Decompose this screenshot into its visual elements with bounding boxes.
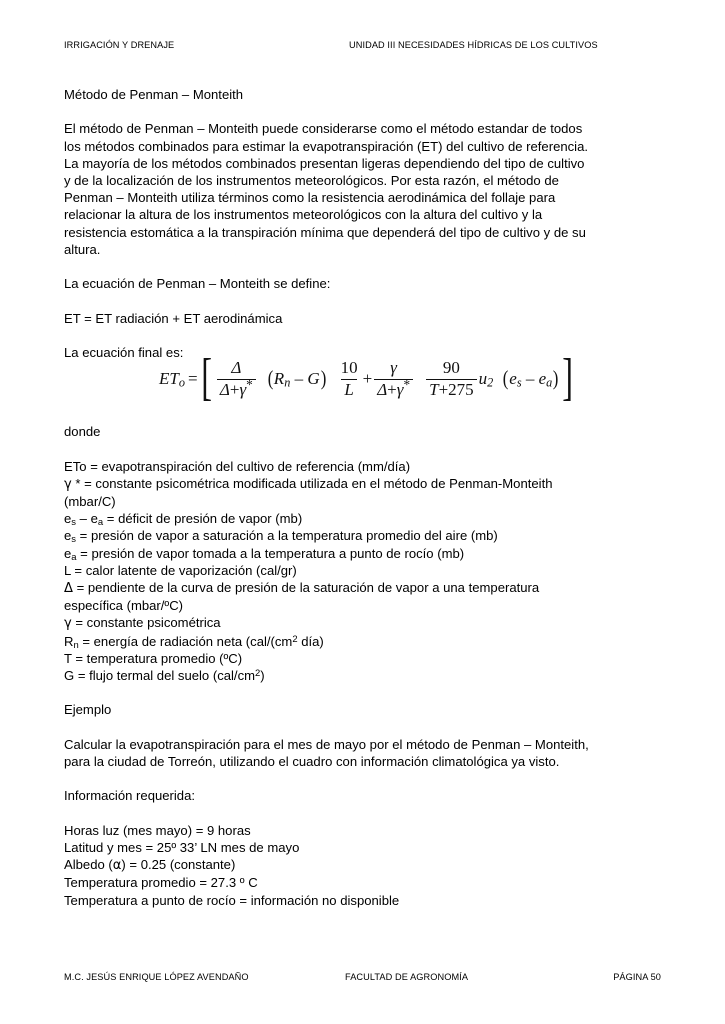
spacer: [64, 805, 661, 822]
gamma-symbol: γ: [64, 616, 72, 632]
equation-intro: La ecuación de Penman – Monteith se define:: [64, 276, 331, 292]
fraction-denominator: Δ+γ*: [217, 379, 256, 399]
spacer: [64, 292, 661, 309]
footer-faculty: FACULTAD DE AGRONOMÍA: [345, 972, 469, 982]
fraction-delta-over-delta-gamma: [217, 359, 256, 399]
example-label: Ejemplo: [64, 702, 112, 718]
required-info-list: [64, 822, 661, 909]
fraction-10-over-L: [338, 359, 361, 399]
fraction-denominator: T+275: [426, 379, 477, 399]
definition-delta-cont: específica (mbar/ºC): [64, 598, 184, 614]
vapor-deficit-term: $(e_s - e_a)$: [502, 366, 559, 391]
donde-label: donde: [64, 424, 101, 440]
intro-paragraph: [64, 120, 661, 258]
required-item-latitud: Latitud y mes = 25º 33’ LN mes de mayo: [64, 839, 300, 855]
wind-term: $u_2$: [478, 369, 494, 391]
footer-author: M.C. JESÚS ENRIQUE LÓPEZ AVENDAÑO: [64, 972, 249, 982]
definition-l: L = calor latente de vaporización (cal/gr): [64, 562, 297, 578]
fraction-denominator: L: [341, 379, 356, 399]
running-header: [64, 40, 661, 54]
spacer: [64, 258, 661, 275]
definition-gamma-star: γ * = constante psicométrica modificada utilizada en el método de Penman-Monteith: [64, 475, 553, 492]
radiation-term: $(R_n - G)$: [267, 366, 326, 391]
required-item-temperatura-rocio: Temperatura a punto de rocío = información no disponible: [64, 892, 400, 908]
definition-eto: ETo = evapotranspiración del cultivo de referencia (mm/día): [64, 458, 411, 474]
intro-line: los métodos combinados para estimar la evapotranspiración (ET) del cultivo de referencia.: [64, 138, 589, 154]
fraction-denominator: Δ+γ*: [374, 379, 413, 399]
document-body: [64, 86, 661, 909]
fraction-numerator: 90: [442, 358, 460, 378]
spacer: [64, 684, 661, 701]
intro-line: La mayoría de los métodos combinados presentan ligeras dependiendo del tipo de cultivo: [64, 155, 585, 171]
intro-line: relacionar la altura de los instrumentos meteorológicos con la altura del cultivo y la: [64, 207, 543, 223]
fraction-90-over-T-275: [426, 359, 477, 399]
formula-lhs: $ET_o$: [159, 369, 185, 391]
fraction-numerator: Δ: [231, 358, 242, 378]
definition-gamma-star-cont: (mbar/C): [64, 493, 116, 509]
example-paragraph: [64, 736, 661, 770]
intro-line: altura.: [64, 241, 101, 257]
definition-es-ea: $e_s - e_a$ = déficit de presión de vapor (mb): [64, 511, 303, 528]
gamma-symbol: γ: [64, 476, 72, 492]
definition-delta: Δ = pendiente de la curva de presión de la saturación de vapor a una temperatura: [64, 580, 540, 596]
intro-line: y de la localización de los instrumentos meteorológicos. Por esta razón, el método de: [64, 173, 559, 188]
required-info-label: Información requerida:: [64, 788, 196, 804]
fraction-numerator: 10: [340, 358, 358, 378]
definition-ea: $e_a$ = presión de vapor tomada a la temperatura a punto de rocío (mb): [64, 545, 465, 562]
spacer: [64, 719, 661, 736]
fraction-gamma-over-delta-gamma: [374, 359, 413, 399]
definition-t: T = temperatura promedio (ºC): [64, 650, 243, 666]
definition-rn: $R_n$ = energía de radiación neta ($cal/(cm^2$ día): [64, 632, 324, 650]
required-item-albedo: Albedo (α) = 0.25 (constante): [64, 857, 236, 874]
fraction-numerator: γ: [390, 358, 397, 378]
delta-symbol: Δ: [64, 581, 73, 596]
definition-g: G = flujo termal del suelo $(cal/cm^2)$: [64, 667, 265, 684]
definition-gamma: γ = constante psicométrica: [64, 615, 221, 632]
header-left-text: IRRIGACIÓN Y DRENAJE: [64, 40, 175, 50]
required-item-temperatura-promedio: Temperatura promedio = 27.3 º C: [64, 875, 258, 891]
running-footer: [64, 972, 661, 986]
equation-final-intro: La ecuación final es:: [64, 344, 184, 360]
alpha-symbol: α: [112, 858, 122, 874]
intro-line: Penman – Monteith utiliza términos como la resistencia aerodinámica del follaje para: [64, 190, 556, 206]
formula-equals: =: [187, 369, 198, 389]
spacer: [64, 440, 661, 457]
example-line: Calcular la evapotranspiración para el mes de mayo por el método de Penman – Monteith,: [64, 736, 589, 752]
intro-line: El método de Penman – Monteith puede considerarse como el método estandar de todos: [64, 121, 583, 137]
example-line: para la ciudad de Torreón, utilizando el cuadro con información climatológica ya visto.: [64, 754, 560, 769]
equation-simple: ET = ET radiación + ET aerodinámica: [64, 310, 283, 326]
formula-expression: $ET_o$ = [ $\frac{\Delta}{\Delta+\gamma^*}$ $(R_n - G)$ $\frac{10}{L}$ + $\frac{\gamma}{\Delta+\gamma^*}$ $\frac{90}{T+275}$ $u_2$ $(e_s - e_a)$ ]: [159, 349, 574, 407]
plus-sign: +: [362, 369, 373, 389]
section-title: Método de Penman – Monteith: [64, 87, 244, 102]
definition-es: $e_s$ = presión de vapor a saturación a la temperatura promedio del aire (mb): [64, 528, 498, 545]
variable-definitions: [64, 458, 661, 685]
footer-page-number: PÁGINA 50: [613, 972, 661, 982]
spacer: [64, 327, 661, 344]
intro-line: resistencia estomática a la transpiración mínima que dependerá del tipo de cultivo y de su: [64, 224, 586, 240]
spacer: [64, 770, 661, 787]
required-item-horas-luz: Horas luz (mes mayo) = 9 horas: [64, 822, 251, 838]
spacer: [64, 103, 661, 120]
header-right-text: UNIDAD III NECESIDADES HÍDRICAS DE LOS CULTIVOS: [349, 40, 598, 50]
